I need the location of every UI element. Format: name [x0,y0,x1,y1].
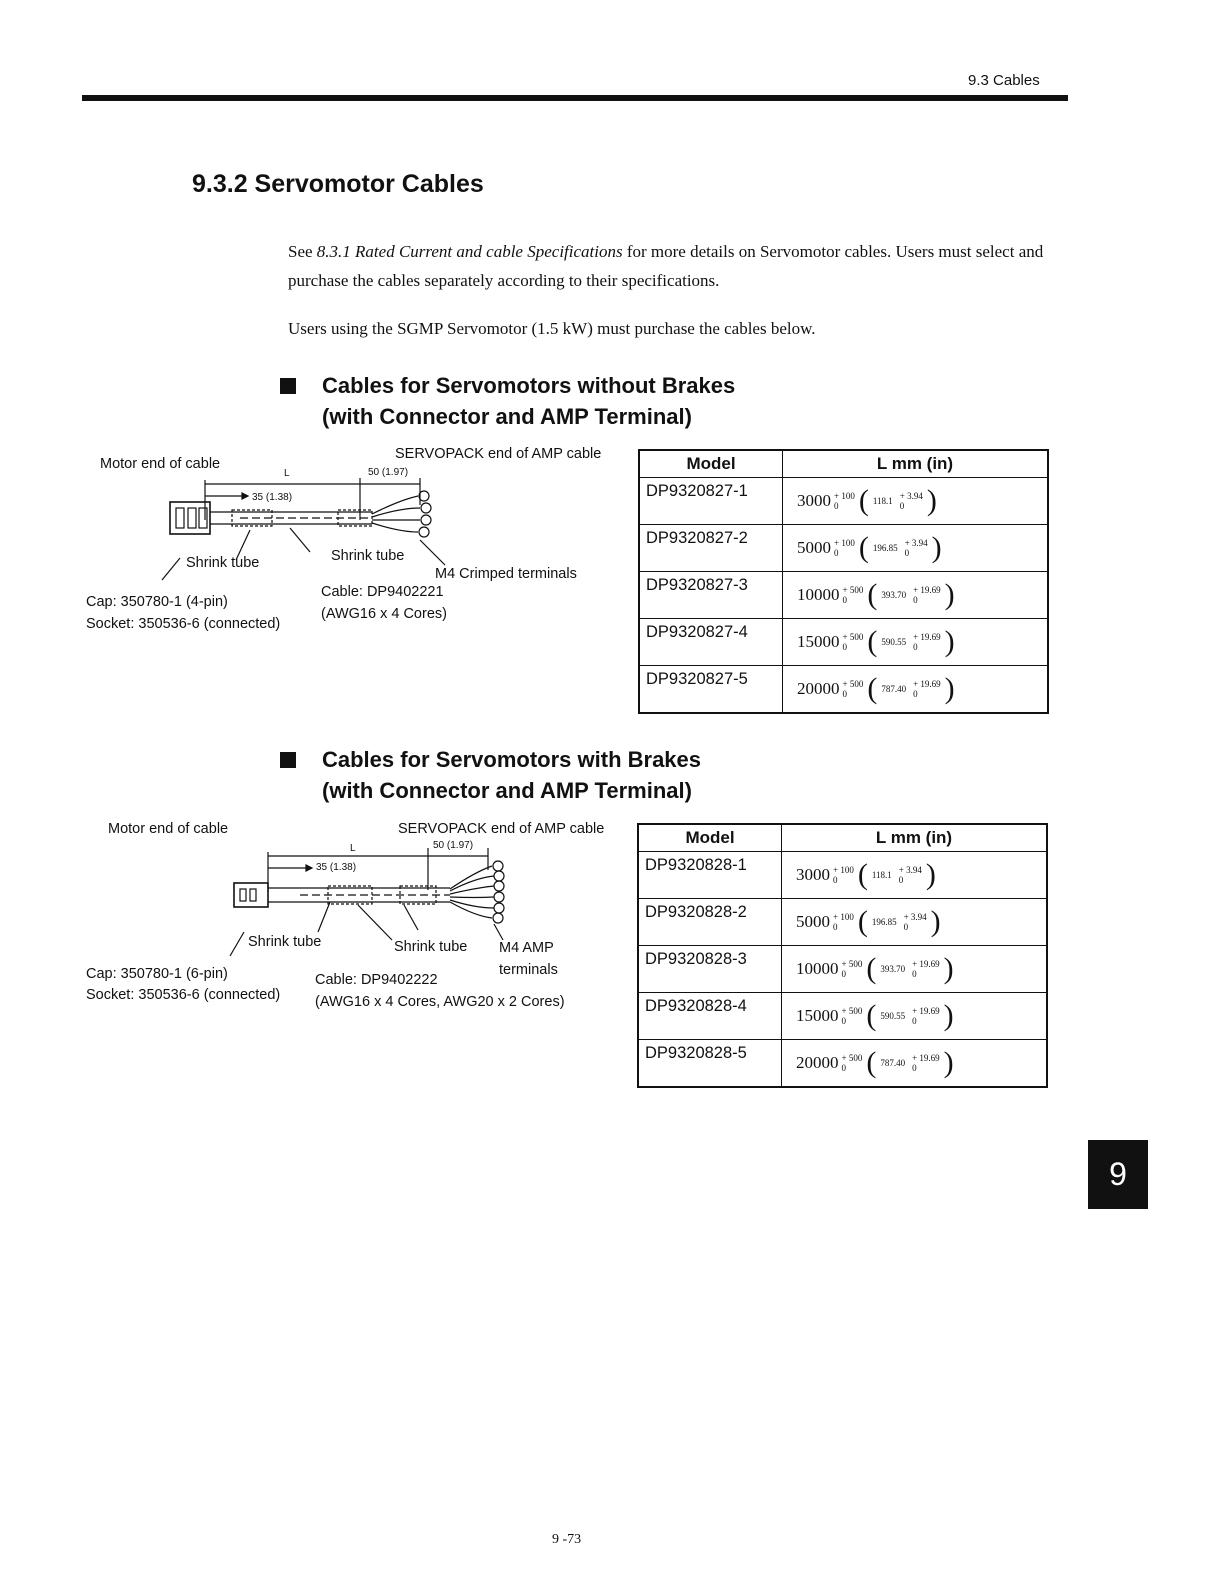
intro-lead: See [288,242,317,261]
chapter-tab[interactable]: 9 [1088,1140,1148,1209]
length-inch: 590.55 [881,637,907,647]
open-paren: ( [866,999,877,1032]
open-paren: ( [858,484,869,517]
close-paren: ) [931,531,942,564]
mm-tolerance-lower: 0 [841,1063,846,1073]
model-cell: DP9320828-4 [638,993,782,1040]
length-inch: 118.1 [872,496,893,506]
open-paren: ( [857,858,868,891]
cable-spec-label: (AWG16 x 4 Cores) [321,606,447,622]
length-column-header: L mm (in) [783,450,1049,478]
length-cell [782,993,1048,1040]
mm-tolerance [842,1006,863,1026]
inch-tolerance-upper: + 19.69 [913,632,941,642]
length-inch: 590.55 [880,1011,906,1021]
terminals-label-line2: terminals [499,962,558,978]
length-inch: 393.70 [881,590,907,600]
section-title: 9.3.2 Servomotor Cables [192,170,484,198]
mm-tolerance [833,912,854,932]
inch-tolerance-upper: + 19.69 [912,1006,940,1016]
cable-label: Cable: DP9402221 [321,584,444,600]
close-paren: ) [926,484,937,517]
length-cell [782,946,1048,993]
model-cell: DP9320828-1 [638,852,782,899]
with-brakes-title-line2: (with Connector and AMP Terminal) [322,778,692,803]
cable-spec-label: (AWG16 x 4 Cores, AWG20 x 2 Cores) [315,994,565,1010]
running-header: 9.3 Cables [968,72,1040,89]
close-paren: ) [944,672,955,705]
mm-tolerance-lower: 0 [842,689,847,699]
close-paren: ) [943,1046,954,1079]
model-cell: DP9320828-2 [638,899,782,946]
inch-tolerance-lower: 0 [899,501,905,511]
length-mm: 10000 [797,585,840,604]
model-column-header: Model [639,450,783,478]
dim-l-label: L [350,843,356,854]
inch-tolerance [912,1053,940,1073]
model-cell: DP9320827-5 [639,666,783,714]
cap-label: Cap: 350780-1 (6-pin) [86,966,228,982]
close-paren: ) [930,905,941,938]
socket-label: Socket: 350536-6 (connected) [86,616,281,632]
inch-tolerance-lower: 0 [903,922,909,932]
inch-tolerance-upper: + 3.94 [904,538,928,548]
mm-tolerance-upper: + 100 [833,865,854,875]
mm-tolerance [833,865,854,885]
mm-tolerance-lower: 0 [841,1016,846,1026]
motor-end-label: Motor end of cable [100,456,221,472]
length-inch: 118.1 [871,870,892,880]
open-paren: ( [867,672,878,705]
shrink-tube-left-label: Shrink tube [248,934,322,950]
inch-tolerance-lower: 0 [913,642,918,652]
mm-tolerance-lower: 0 [842,642,847,652]
inch-tolerance-lower: 0 [912,1016,917,1026]
length-cell [782,852,1048,899]
motor-end-label: Motor end of cable [108,821,229,837]
model-cell: DP9320827-3 [639,572,783,619]
table-row [638,946,1047,993]
table-header-row [638,824,1047,852]
inch-tolerance [912,959,940,979]
dim-l-label: L [284,468,290,479]
length-inch: 196.85 [871,917,897,927]
with-brakes-table [637,823,1048,1088]
mm-tolerance-lower: 0 [842,595,847,605]
mm-tolerance-upper: + 500 [842,585,864,595]
inch-tolerance-lower: 0 [912,1063,917,1073]
dim-35-label: 35 (1.38) [316,862,357,873]
length-mm: 3000 [797,491,831,510]
shrink-tube-right-label: Shrink tube [394,939,468,955]
inch-tolerance [904,912,927,932]
mm-tolerance-lower: 0 [834,501,839,511]
model-cell: DP9320828-5 [638,1040,782,1088]
mm-tolerance-upper: + 500 [842,679,864,689]
inch-tolerance-lower: 0 [913,689,918,699]
close-paren: ) [944,578,955,611]
inch-tolerance-lower: 0 [898,875,904,885]
mm-tolerance-lower: 0 [833,875,838,885]
table-row [638,852,1047,899]
inch-tolerance-upper: + 19.69 [912,959,940,969]
length-inch: 787.40 [881,684,907,694]
inch-tolerance-upper: + 3.94 [903,912,927,922]
socket-label: Socket: 350536-6 (connected) [86,987,281,1003]
dim-35-label: 35 (1.38) [252,492,293,503]
inch-tolerance-lower: 0 [913,595,918,605]
inch-tolerance-upper: + 19.69 [912,1053,940,1063]
length-mm: 10000 [796,959,839,978]
page-number: 9 -73 [552,1532,582,1547]
mm-tolerance-upper: + 500 [841,959,863,969]
close-paren: ) [943,952,954,985]
length-mm: 5000 [796,912,830,931]
mm-tolerance-upper: + 500 [842,632,864,642]
length-inch: 196.85 [872,543,898,553]
close-paren: ) [943,999,954,1032]
open-paren: ( [866,952,877,985]
inch-tolerance-lower: 0 [904,548,910,558]
shrink-tube-left-label: Shrink tube [186,555,260,571]
length-mm: 15000 [796,1006,839,1025]
model-cell: DP9320827-2 [639,525,783,572]
intro-rest: for more details on Servomotor cables. Users must select and purchase the cables separately according to their specifications. [288,242,1044,290]
shrink-tube-right-label: Shrink tube [331,548,405,564]
dim-50-label: 50 (1.97) [433,840,474,851]
mm-tolerance-upper: + 500 [841,1006,863,1016]
cap-label: Cap: 350780-1 (4-pin) [86,594,228,610]
inch-tolerance-upper: + 19.69 [913,585,941,595]
model-cell: DP9320828-3 [638,946,782,993]
open-paren: ( [858,531,869,564]
length-column-header: L mm (in) [782,824,1048,852]
length-cell [782,899,1048,946]
mm-tolerance-upper: + 500 [841,1053,863,1063]
without-brakes-title-line2: (with Connector and AMP Terminal) [322,404,692,429]
inch-tolerance-upper: + 3.94 [898,865,922,875]
inch-tolerance-upper: + 19.69 [913,679,941,689]
table-body [638,852,1047,1088]
length-mm: 3000 [796,865,830,884]
model-cell: DP9320827-1 [639,478,783,525]
table-row [638,899,1047,946]
close-paren: ) [925,858,936,891]
reference-link[interactable]: 8.3.1 Rated Current and cable Specifications [316,242,623,261]
model-cell: DP9320827-4 [639,619,783,666]
length-mm: 5000 [797,538,831,557]
mm-tolerance-lower: 0 [841,969,846,979]
length-mm: 15000 [797,632,840,651]
length-mm: 20000 [797,679,840,698]
open-paren: ( [857,905,868,938]
mm-tolerance-upper: + 100 [834,538,855,548]
open-paren: ( [866,1046,877,1079]
servopack-end-label: SERVOPACK end of AMP cable [398,821,605,837]
mm-tolerance [842,959,863,979]
open-paren: ( [867,625,878,658]
length-inch: 393.70 [880,964,906,974]
terminals-label: M4 Crimped terminals [435,566,577,582]
inch-tolerance [899,865,922,885]
length-cell [782,1040,1048,1088]
model-column-header: Model [638,824,782,852]
without-brakes-title-line1: Cables for Servomotors without Brakes [322,373,736,398]
dim-50-label: 50 (1.97) [368,467,409,478]
mm-tolerance-upper: + 100 [834,491,855,501]
length-inch: 787.40 [880,1058,906,1068]
with-brakes-title-line1: Cables for Servomotors with Brakes [322,747,702,772]
inch-tolerance-upper: + 3.94 [899,491,923,501]
sgmp-note: Users using the SGMP Servomotor (1.5 kW) must purchase the cables below. [288,319,816,338]
servopack-end-label: SERVOPACK end of AMP cable [395,446,602,462]
inch-tolerance-lower: 0 [912,969,917,979]
table-row [638,1040,1047,1088]
terminals-label-line1: M4 AMP [499,940,554,956]
inch-tolerance [912,1006,940,1026]
close-paren: ) [944,625,955,658]
mm-tolerance-lower: 0 [834,548,839,558]
mm-tolerance [842,1053,863,1073]
open-paren: ( [867,578,878,611]
cable-label: Cable: DP9402222 [315,972,438,988]
mm-tolerance-lower: 0 [833,922,838,932]
length-mm: 20000 [796,1053,839,1072]
mm-tolerance-upper: + 100 [833,912,854,922]
table-row [638,993,1047,1040]
